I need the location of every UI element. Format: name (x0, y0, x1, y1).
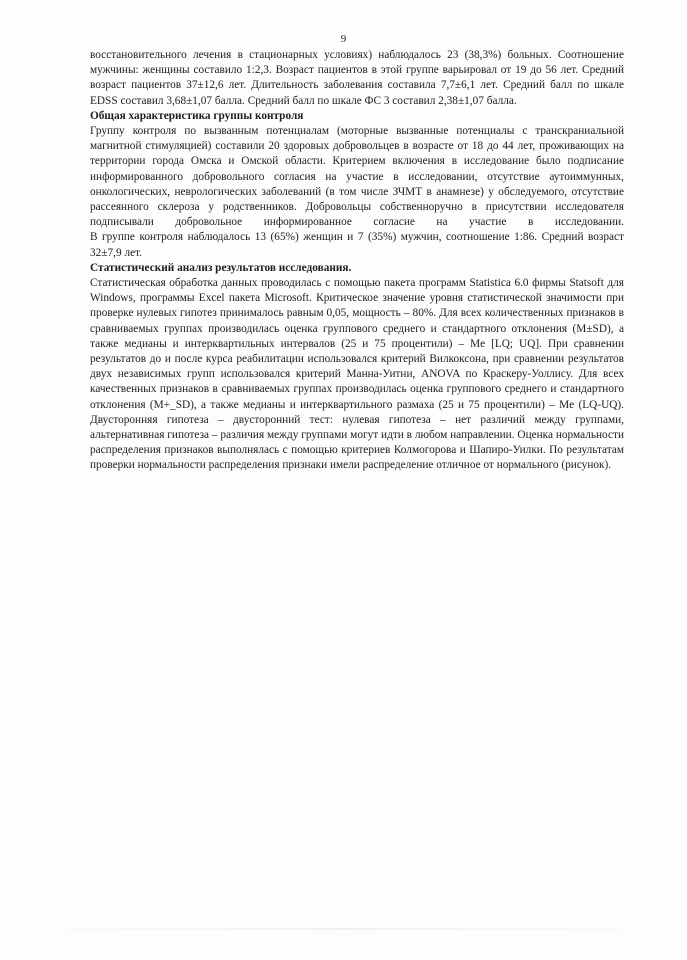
paragraph-group-summary: восстановительного лечения в стационарных условиях) наблюдалось 23 (38,3%) больных. Соотношение мужчины: женщины составило 1:2,3. Возраст пациентов в этой группе варьировал от 19 до 56 лет. Средний возраст пациентов 37±12,6 лет. Длительность заболевания составила 7,7±6,1 лет. Средний балл по шкале EDSS составил 3,68±1,07 балла. Средний балл по шкале ФС 3 составил 2,38±1,07 балла. (90, 49, 624, 107)
heading-control-group: Общая характеристика группы контроля (90, 109, 304, 122)
paragraph-statistics-methods: Статистическая обработка данных проводилась с помощью пакета программ Statistica 6.0 фирмы Statsoft для Windows, программы Excel пакета Microsoft. Критическое значение уровня статистической значимости при проверке нулевых гипотез принималось равным 0,05, мощность – 80%. Для всех количественных признаков в сравниваемых группах производилась оценка группового среднего и стандартного отклонения (M±SD), а также медианы и интерквартильных интервалов (25 и 75 процентили) – Me [LQ; UQ]. При сравнении результатов до и после курса реабилитации использовался критерий Вилкоксона, при сравнении результатов двух независимых групп использовался критерий Манна-Уитни, ANOVA по Краскеру-Уоллису. Для всех качественных признаков в сравниваемых группах производилась оценка группового среднего и стандартного отклонения (M+_SD), а также медианы и интерквартильного размаха (25 и 75 процентили) – Me (LQ-UQ). (90, 277, 624, 411)
paragraph-control-group: Группу контроля по вызванным потенциалам (моторные вызванные потенциалы с транскраниальной магнитной стимуляцией) составили 20 здоровых добровольцев в возрасте от 18 до 44 лет, проживающих на территории города Омска и Омской области. Критерием включения в исследование было подписание информированного добровольного согласия на участие в исследовании, отсутствие аутоиммунных, онкологических, неврологических заболеваний (в том числе ЗЧМТ в анамнезе) у обследуемого, отсутствие рассеянного склероза у родственников. Добровольцы собственноручно в присутствии исследователя подписывали добровольное информированное согласие на участие в исследовании. (90, 125, 624, 229)
heading-statistics: Статистический анализ результатов исследования. (90, 261, 352, 274)
scan-artifact-line (0, 928, 687, 930)
paragraph-hypothesis: Двусторонняя гипотеза – двусторонний тест: нулевая гипотеза – нет различий между группами, альтернативная гипотеза – различия между группами могут идти в любом направлении. Оценка нормальности распределения признаков выполнялась с помощью критериев Колмогорова и Шапиро-Уилки. По результатам проверки нормальности распределения признаки имели распределение отличное от нормального (рисунок). (90, 413, 624, 472)
page-number: 9 (340, 33, 347, 45)
document-body (90, 48, 624, 474)
paragraph-control-gender: В группе контроля наблюдалось 13 (65%) женщин и 7 (35%) мужчин, соотношение 1:86. Средний возраст 32±7,9 лет. (90, 231, 624, 259)
